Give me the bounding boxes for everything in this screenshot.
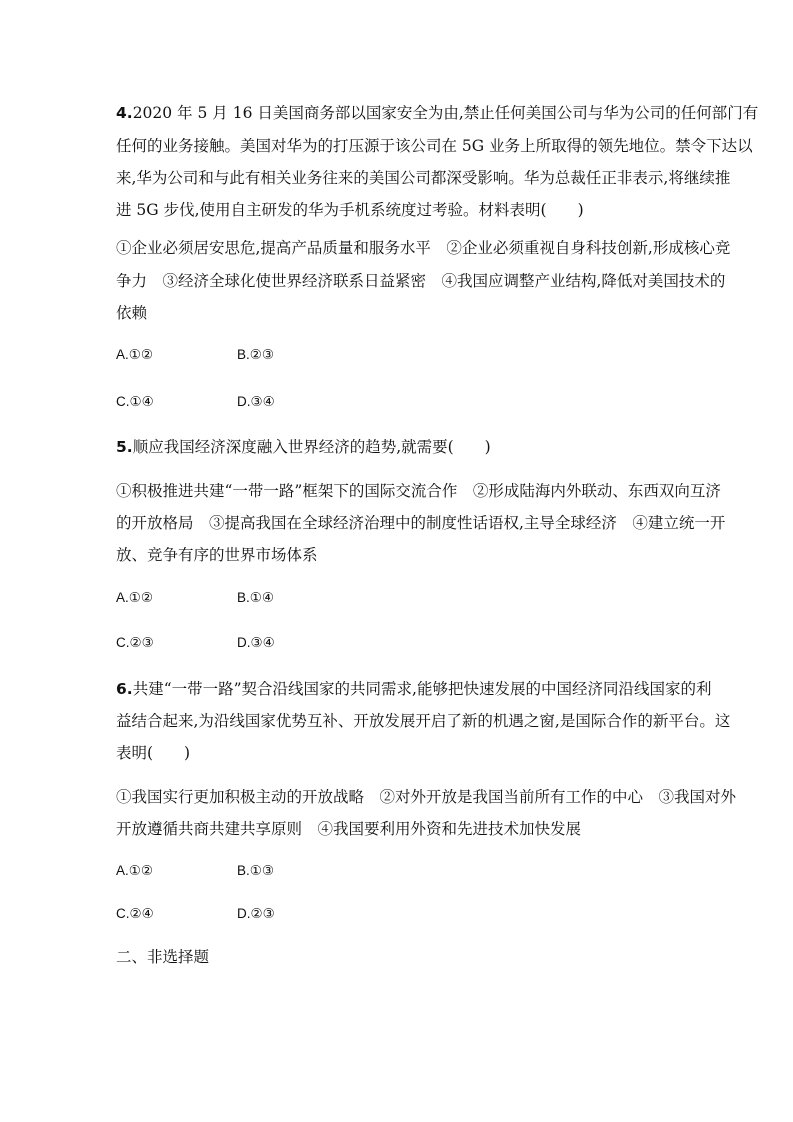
question-6-statement-line: 开放遵循共商共建共享原则 ④我国要利用外资和先进技术加快发展 — [116, 820, 582, 838]
option-d[interactable]: D.③④ — [237, 635, 275, 651]
question-5-line-1: 5.顺应我国经济深度融入世界经济的趋势,就需要( ) — [116, 438, 491, 456]
question-4-line-3: 来,华为公司和与此有相关业务往来的美国公司都深受影响。华为总裁任正非表示,将继续推 — [116, 169, 731, 187]
question-4-statement-line: 争力 ③经济全球化使世界经济联系日益紧密 ④我国应调整产业结构,降低对美国技术的 — [116, 272, 726, 290]
option-b[interactable]: B.①③ — [237, 863, 274, 879]
section-heading: 二、非选择题 — [116, 948, 210, 966]
question-6-line-2: 益结合起来,为沿线国家优势互补、开放发展开启了新的机遇之窗,是国际合作的新平台。这 — [116, 712, 731, 730]
option-a[interactable]: A.①② — [116, 863, 153, 879]
question-number: 4. — [116, 104, 133, 122]
option-a[interactable]: A.①② — [116, 347, 153, 363]
question-6-line-3: 表明( ) — [116, 744, 191, 762]
question-4-statement-line: ①企业必须居安思危,提高产品质量和服务水平 ②企业必须重视自身科技创新,形成核心竞 — [116, 239, 731, 257]
question-4-statement-line: 依赖 — [116, 304, 148, 322]
option-b[interactable]: B.①④ — [237, 590, 274, 606]
option-b[interactable]: B.②③ — [237, 347, 274, 363]
question-5-statement-line: ①积极推进共建“一带一路”框架下的国际交流合作 ②形成陆海内外联动、东西双向互济 — [116, 482, 721, 500]
question-4-line-2: 任何的业务接触。美国对华为的打压源于该公司在 5G 业务上所取得的领先地位。禁令下达以 — [116, 137, 753, 155]
question-4-line-1: 4.2020 年 5 月 16 日美国商务部以国家安全为由,禁止任何美国公司与华为公司的任何部门有 — [116, 104, 759, 122]
question-6-line-1: 6.共建“一带一路”契合沿线国家的共同需求,能够把快速发展的中国经济同沿线国家的利 — [116, 680, 712, 698]
option-d[interactable]: D.③④ — [237, 394, 275, 410]
option-d[interactable]: D.②③ — [237, 906, 275, 922]
question-number: 5. — [116, 438, 133, 456]
option-c[interactable]: C.②④ — [116, 906, 154, 922]
question-5-statement-line: 放、竞争有序的世界市场体系 — [116, 546, 318, 564]
question-4-line-4: 进 5G 步伐,使用自主研发的华为手机系统度过考验。材料表明( ) — [116, 201, 584, 219]
question-6-statement-line: ①我国实行更加积极主动的开放战略 ②对外开放是我国当前所有工作的中心 ③我国对外 — [116, 788, 737, 806]
option-c[interactable]: C.②③ — [116, 635, 154, 651]
option-a[interactable]: A.①② — [116, 590, 153, 606]
option-c[interactable]: C.①④ — [116, 394, 154, 410]
question-number: 6. — [116, 680, 133, 698]
question-5-statement-line: 的开放格局 ③提高我国在全球经济治理中的制度性话语权,主导全球经济 ④建立统一开 — [116, 514, 726, 532]
